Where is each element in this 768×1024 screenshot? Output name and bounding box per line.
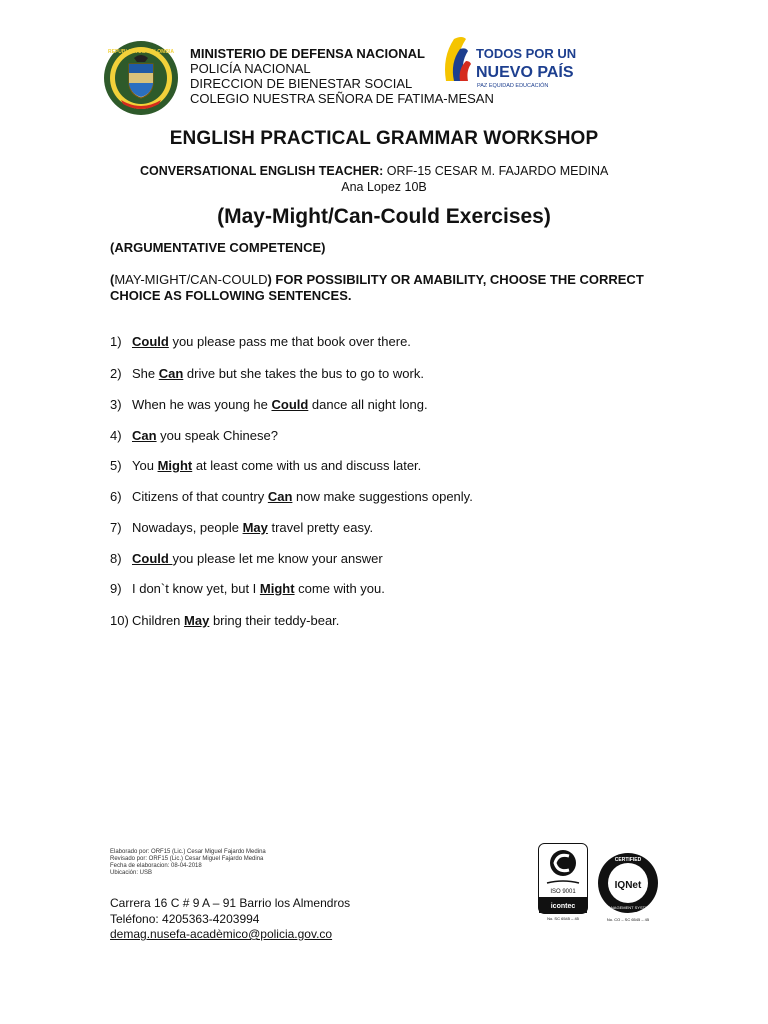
iso-cert-number: No. SC 6545 – 45 [547, 916, 579, 921]
exercise-text-before: I don`t know yet, but I [132, 581, 260, 596]
exercise-text-after: travel pretty easy. [267, 520, 374, 535]
directorate-name: DIRECCION DE BIENESTAR SOCIAL [190, 76, 413, 91]
icontec-label: icontec [550, 903, 576, 910]
iqnet-cert-number: No. CO – SC 6545 – 45 [606, 917, 650, 922]
exercise-text-after: at least come with us and discuss later. [192, 458, 422, 473]
exercise-text-after: drive but she takes the bus to go to work. [183, 366, 424, 381]
meta-ubicacion: Ubicación: USB [110, 870, 153, 876]
exercise-text-before: You [132, 458, 158, 473]
exercise-number: 5) [110, 458, 122, 473]
exercise-item [110, 520, 373, 535]
exercise-item [110, 428, 278, 443]
exercise-number: 9) [110, 581, 122, 596]
teacher-line [140, 164, 608, 178]
exercise-answer: Might [259, 581, 295, 596]
instr-rest: ) FOR POSSIBILITY OR AMABILITY, CHOOSE THE CORRECT CHOICE AS FOLLOWING SENTENCES. [110, 272, 644, 303]
exercise-text-after: bring their teddy-bear. [209, 613, 340, 628]
exercise-answer: Might [157, 458, 193, 473]
brand-line2: NUEVO PAÍS [476, 64, 574, 81]
exercise-item [110, 489, 473, 504]
svg-text:CERTIFIED: CERTIFIED [614, 857, 642, 863]
iso-label: ISO 9001 [550, 889, 576, 895]
exercise-item [110, 581, 385, 596]
exercise-item [110, 334, 411, 349]
exercise-number: 2) [110, 366, 122, 381]
exercise-answer: Can [158, 366, 184, 381]
competence-heading: (ARGUMENTATIVE COMPETENCE) [110, 240, 326, 255]
exercise-number: 4) [110, 428, 122, 443]
exercise-text-after: dance all night long. [308, 397, 428, 412]
exercise-number: 3) [110, 397, 122, 412]
ministry-name: MINISTERIO DE DEFENSA NACIONAL [190, 46, 425, 61]
exercise-item [110, 551, 383, 566]
exercise-text-after: you please pass me that book over there. [168, 334, 411, 349]
exercise-text-before: Citizens of that country [132, 489, 268, 504]
exercise-item [110, 366, 424, 381]
student-name: Ana Lopez 10B [341, 180, 427, 194]
page-title: ENGLISH PRACTICAL GRAMMAR WORKSHOP [169, 128, 599, 149]
exercise-answer: Could [132, 334, 169, 349]
exercise-text-after: come with you. [294, 581, 385, 596]
exercise-answer: Can [267, 489, 293, 504]
exercise-text-before: She [132, 366, 159, 381]
document-meta [110, 849, 266, 877]
icontec-iso-seal [538, 843, 588, 921]
school-address [110, 896, 350, 943]
instr-open: ( [110, 272, 115, 287]
exercise-number: 1) [110, 334, 122, 349]
phone-line: Teléfono: 4205363-4203994 [110, 911, 260, 926]
school-name: COLEGIO NUESTRA SEÑORA DE FATIMA-MESAN [190, 91, 494, 106]
exercise-text-before: Children [132, 613, 185, 628]
meta-revisado: Revisado por: ORF15 (Lic.) Cesar Miguel Fajardo Medina [110, 856, 264, 862]
svg-text:REPUBLICA DE COLOMBIA: REPUBLICA DE COLOMBIA [108, 49, 174, 55]
exercise-number: 6) [110, 489, 122, 504]
teacher-name: ORF-15 CESAR M. FAJARDO MEDINA [383, 164, 609, 178]
email-link[interactable]: demag.nusefa-acadèmico@policia.gov.co [110, 927, 333, 941]
exercise-answer: Can [132, 428, 157, 443]
brand-line1: TODOS POR UN [476, 46, 577, 61]
exercise-text-after: now make suggestions openly. [292, 489, 473, 504]
exercise-answer: Could [271, 397, 309, 412]
exercise-text-after: you please let me know your answer [172, 551, 383, 566]
police-crest-logo [103, 40, 179, 116]
exercise-answer: May [242, 520, 268, 535]
teacher-label: CONVERSATIONAL ENGLISH TEACHER: [140, 164, 384, 178]
svg-text:MANAGEMENT SYSTEM: MANAGEMENT SYSTEM [604, 905, 652, 910]
exercise-number: 8) [110, 551, 122, 566]
exercise-answer: May [184, 613, 210, 628]
brand-tagline: PAZ EQUIDAD EDUCACIÓN [477, 83, 549, 89]
instr-modals: MAY-MIGHT/CAN-COULD [114, 272, 268, 287]
meta-elaborado: Elaborado por: ORF15 (Lic.) Cesar Miguel Fajardo Medina [110, 849, 266, 855]
exercise-text-after: you speak Chinese? [156, 428, 278, 443]
exercise-text-before: When he was young he [132, 397, 272, 412]
address-line: Carrera 16 C # 9 A – 91 Barrio los Almendros [110, 896, 351, 910]
exercise-item [110, 613, 339, 628]
iqnet-seal [595, 852, 661, 922]
exercise-number: 10) [110, 613, 129, 628]
instructions [110, 272, 650, 304]
exercise-item [110, 397, 428, 412]
police-name: POLICÍA NACIONAL [190, 61, 311, 76]
exercise-subtitle: (May-Might/Can-Could Exercises) [217, 205, 551, 228]
exercise-number: 7) [110, 520, 122, 535]
iqnet-label: IQNet [614, 880, 642, 891]
meta-fecha: Fecha de elaboracion: 08-04-2018 [110, 863, 202, 869]
todos-por-un-nuevo-pais-logo [440, 33, 577, 93]
exercise-item [110, 458, 421, 473]
exercise-text-before: Nowadays, people [132, 520, 243, 535]
exercise-answer: Could [132, 551, 173, 566]
